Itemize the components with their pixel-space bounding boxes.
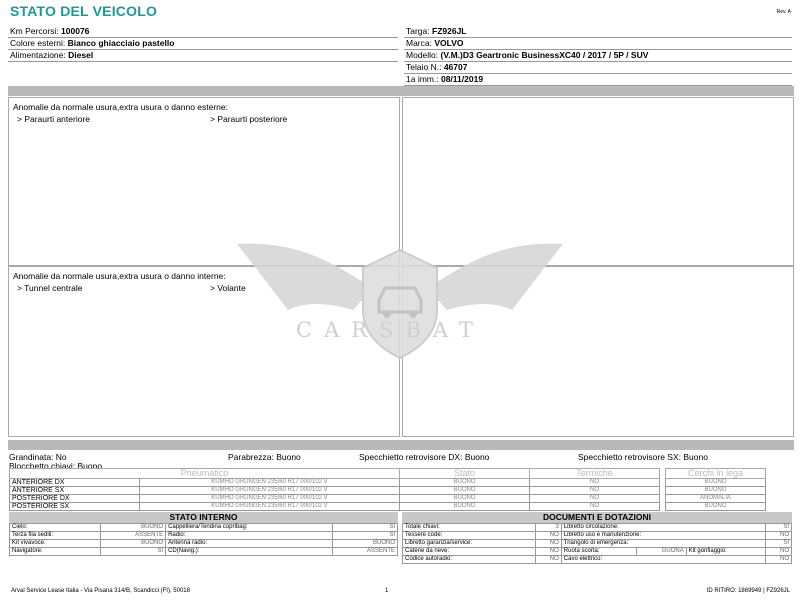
color-row — [8, 38, 398, 50]
tyre-model: KUMHO GRUNGEN 235/60 R17 000/102 V — [140, 495, 400, 503]
km-row — [8, 26, 398, 38]
interior-label: Cielo: — [10, 524, 101, 532]
registration-row — [404, 74, 792, 86]
document-label: Tessere code: — [403, 532, 536, 540]
interior-section-title: STATO INTERNO — [9, 512, 398, 523]
plate-row — [404, 26, 792, 38]
plate-value: FZ926JL — [432, 26, 467, 36]
footer-id: ID RITIRO: 1869949 | FZ926JL — [706, 588, 790, 594]
document-label: Libretto uso e manutenzione: — [561, 532, 765, 540]
rim-condition: BUONO — [666, 487, 766, 495]
interior-value: ASSENTE — [332, 548, 397, 556]
interior-label: Antenna radio: — [166, 540, 333, 548]
key-block-status: Blocchetto chiavi: Buono — [9, 461, 103, 471]
chassis-row — [404, 62, 792, 74]
document-value: NO — [535, 548, 561, 556]
interior-value: ASSENTE — [100, 532, 165, 540]
registration-value: 08/11/2019 — [440, 74, 484, 84]
interior-label: Cappelliera/Tendina copribag: — [166, 524, 333, 532]
document-value: NO — [766, 548, 792, 556]
vehicle-info-left — [8, 26, 398, 62]
footer-company: Arval Service Lease Italia - Via Pisana 314/B, Scandicci (FI), 50018 — [11, 588, 190, 594]
document-value: NO — [766, 556, 792, 564]
page-title: STATO DEL VEICOLO — [10, 3, 158, 19]
tyre-column-header: Pneumatico — [10, 469, 400, 479]
tyre-winter: NO — [530, 495, 660, 503]
interior-value: SI — [332, 524, 397, 532]
tyre-condition: BUONO — [400, 503, 530, 511]
tyre-model: KUMHO GRUNGEN 235/60 R17 000/102 V — [140, 503, 400, 511]
brand-row — [404, 38, 792, 50]
watermark-text: CARSBAT — [296, 318, 485, 342]
document-value: SI — [766, 524, 792, 532]
table-row — [10, 495, 766, 503]
interior-label: Kit vivavoce: — [10, 540, 101, 548]
external-damage-title: Anomalie da normale usura,extra usura o danno esterne: — [13, 102, 228, 112]
section-divider — [8, 86, 794, 96]
plate-label: Targa: — [406, 26, 430, 36]
table-row — [10, 479, 766, 487]
document-value: 3 — [535, 524, 561, 532]
interior-value: SI — [100, 548, 165, 556]
interior-value: BUONO — [100, 524, 165, 532]
tyre-position: ANTERIORE DX — [10, 479, 140, 487]
mirror-right-status: Specchietto retrovisore DX: Buono — [359, 452, 490, 462]
mirror-left-status: Specchietto retrovisore SX: Buono — [578, 452, 708, 462]
document-label: Catene da neve: — [403, 548, 536, 556]
interior-value: SI — [332, 532, 397, 540]
table-row — [10, 548, 398, 556]
internal-damage-title: Anomalie da normale usura,extra usura o danno interne: — [13, 271, 226, 281]
interior-table — [9, 523, 398, 556]
model-row — [404, 50, 792, 62]
documents-table — [402, 523, 792, 564]
revision-label: Rev. A — [776, 9, 791, 15]
internal-damage-item: > Volante — [210, 283, 246, 293]
document-label: Triangolo di emergenza: — [561, 540, 765, 548]
document-value: NO — [535, 540, 561, 548]
document-value: SI — [766, 540, 792, 548]
km-value: 100076 — [61, 26, 90, 36]
document-label: Kit gonfiaggio: — [686, 548, 765, 556]
rim-condition: BUONO — [666, 479, 766, 487]
tyre-position: ANTERIORE SX — [10, 487, 140, 495]
document-label: Cavo elettrico: — [561, 556, 765, 564]
table-row — [10, 503, 766, 511]
table-row — [403, 556, 792, 564]
chassis-value: 46707 — [443, 62, 468, 72]
table-row — [10, 540, 398, 548]
tyre-winter: NO — [530, 479, 660, 487]
internal-damage-item: > Tunnel centrale — [17, 283, 83, 293]
brand-label: Marca: — [406, 38, 432, 48]
chassis-label: Telaio N.: — [406, 62, 442, 72]
interior-value: BUONO — [100, 540, 165, 548]
interior-label: Navigatore: — [10, 548, 101, 556]
color-label: Colore esterni: — [10, 38, 66, 48]
model-label: Modello: — [406, 50, 439, 60]
table-row — [403, 532, 792, 540]
tyre-model: KUMHO GRUNGEN 235/60 R17 000/102 V — [140, 479, 400, 487]
interior-label: Radio: — [166, 532, 333, 540]
table-row — [10, 524, 398, 532]
watermark-logo — [233, 240, 567, 360]
windshield-status: Parabrezza: Buono — [228, 452, 301, 462]
document-label: Ruota scorta: — [561, 548, 636, 556]
rims-column-header: Cerchi in lega — [666, 469, 766, 479]
brand-value: VOLVO — [434, 38, 464, 48]
rim-condition: BUONO — [666, 503, 766, 511]
condition-column-header: Stato — [400, 469, 530, 479]
interior-label: CD(Navig.): — [166, 548, 333, 556]
external-damage-item: > Paraurti posteriore — [210, 114, 288, 124]
document-label: Totale chiavi: — [403, 524, 536, 532]
external-damage-item: > Paraurti anteriore — [17, 114, 90, 124]
document-label: Libretto circolazione: — [561, 524, 765, 532]
table-row — [10, 532, 398, 540]
tyre-condition: BUONO — [400, 479, 530, 487]
documents-section-title: DOCUMENTI E DOTAZIONI — [402, 512, 792, 523]
tyre-position: POSTERIORE SX — [10, 503, 140, 511]
document-value: NO — [535, 532, 561, 540]
model-value: (V.M.)D3 Geartronic BusinessXC40 / 2017 / 5P / SUV — [440, 50, 649, 60]
document-label: Libretto garanzia/service: — [403, 540, 536, 548]
vehicle-info-right — [404, 26, 792, 86]
interior-label: Terza fila sedili: — [10, 532, 101, 540]
tyre-condition: BUONO — [400, 487, 530, 495]
table-row — [10, 487, 766, 495]
tyre-position: POSTERIORE DX — [10, 495, 140, 503]
fuel-label: Alimentazione: — [10, 50, 66, 60]
tyre-condition: BUONO — [400, 495, 530, 503]
winter-column-header: Termiche — [530, 469, 660, 479]
document-label: Codice autoradio: — [403, 556, 536, 564]
registration-label: 1a imm.: — [406, 74, 439, 84]
document-value: NO — [535, 556, 561, 564]
tyres-table — [9, 468, 766, 511]
page-number: 1 — [385, 588, 389, 594]
document-value: GUONA — [636, 548, 686, 556]
table-row — [403, 548, 792, 556]
km-label: Km Percorsi: — [10, 26, 59, 36]
table-row — [403, 524, 792, 532]
color-value: Bianco ghiacciaio pastello — [67, 38, 175, 48]
fuel-value: Diesel — [68, 50, 94, 60]
tyre-model: KUMHO GRUNGEN 235/60 R17 000/102 V — [140, 487, 400, 495]
tyre-winter: NO — [530, 503, 660, 511]
hail-status: Grandinata: No — [9, 452, 67, 462]
document-value: NO — [766, 532, 792, 540]
interior-value: BUONO — [332, 540, 397, 548]
section-divider — [8, 440, 794, 450]
rim-condition: ANOMALIA — [666, 495, 766, 503]
table-row — [403, 540, 792, 548]
tyre-winter: NO — [530, 487, 660, 495]
fuel-row — [8, 50, 398, 62]
